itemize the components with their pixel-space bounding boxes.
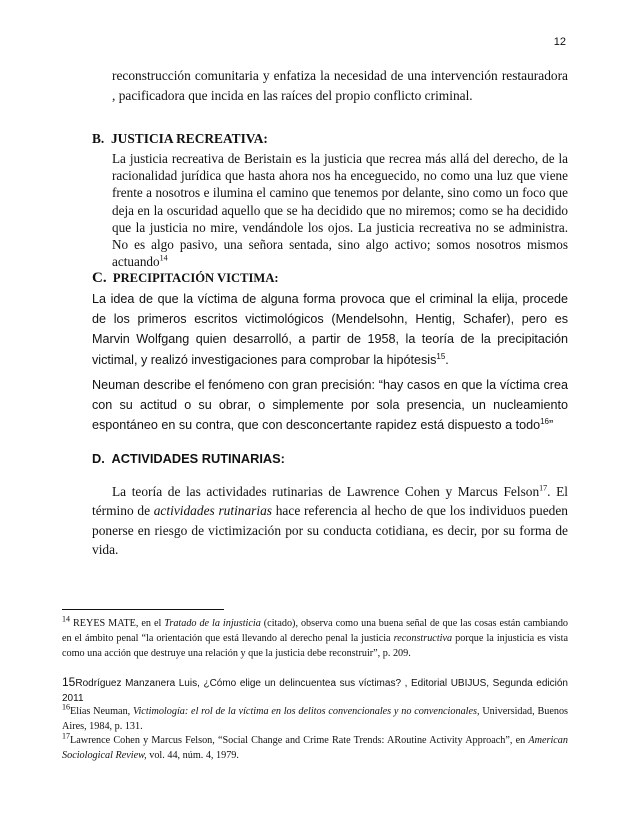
section-c-p2-text: Neuman describe el fenómeno con gran precisión: “hay casos en que la víctima crea con su actitud o su obrar, o simplemente por sola presencia, un nucleamiento espontáneo en su contra, que con desconcertante rapidez está dispuesto a todo bbox=[92, 378, 568, 433]
footnote-15-text: Rodríguez Manzanera Luis, ¿Cómo elige un delincuentea sus víctimas? , Editorial UBIJUS, Segunda edición 2011 bbox=[62, 678, 568, 704]
section-b-paragraph bbox=[112, 150, 568, 270]
footnote-separator bbox=[62, 609, 224, 610]
footnote-16-text-a: Elías Neuman, bbox=[70, 706, 133, 717]
footnote-ref-16: 16 bbox=[540, 417, 549, 427]
footnote-ref-15: 15 bbox=[436, 351, 446, 361]
footnote-16-text-b: , Universidad, Buenos Aires, 1984, p. 131. bbox=[62, 706, 569, 732]
section-c-heading bbox=[92, 270, 279, 287]
section-c-paragraph-1 bbox=[92, 289, 568, 370]
footnote-14-text-a: REYES MATE, en el bbox=[72, 618, 165, 629]
footnote-14-italic: Tratado de la injusticia bbox=[164, 618, 261, 629]
section-d-label: D. bbox=[92, 451, 105, 466]
footnote-17-text-a: Lawrence Cohen y Marcus Felson, “Social Change and Crime Rate Trends: ARoutine Activity Approach”, en bbox=[70, 735, 529, 746]
section-d-italic-term: actividades rutinarias bbox=[153, 503, 273, 519]
footnote-16-italic: Victimología: el rol de la víctima en los delitos convencionales y no convencionales bbox=[133, 706, 477, 717]
footnote-14-number: 14 bbox=[62, 614, 70, 624]
page-number: 12 bbox=[553, 36, 566, 48]
intro-text: reconstrucción comunitaria y enfatiza la necesidad de una intervención restauradora , pacificadora que incida en las raíces del propio conflicto criminal. bbox=[112, 68, 568, 103]
footnote-14 bbox=[62, 616, 568, 661]
footnote-15-number: 15 bbox=[62, 675, 76, 689]
footnote-17-number: 17 bbox=[62, 731, 70, 741]
section-b-text: La justicia recreativa de Beristain es la justicia que recrea más allá del derecho, de la racionalidad jurídica que hasta ahora nos ha enceguecido, no como una luz que viene frente a nosotros e ilumina el camino que tenemos por delante, sino como un foco que deja en la oscuridad aquello que se ha decidido que no miremos; como se ha decidido que la justicia no mire, vendándole los ojos. La justicia recreativa no se administra. No es algo pasivo, una señora sentada, sino algo activo; somos nosotros mismos actuando bbox=[112, 151, 568, 270]
footnote-14-italic-2: reconstructiva bbox=[393, 633, 453, 644]
section-b-label: B. bbox=[92, 131, 105, 146]
footnote-17 bbox=[62, 733, 568, 763]
section-c-p1-text: La idea de que la víctima de alguna forma provoca que el criminal la elija, procede de los primeros escritos victimológicos (Mendelsohn, Hentig, Schafer), pero es Marvin Wolfgang quien desarrolló, a partir de 1958, la teoría de la precipitación victimal, y realizó investigaciones para comprobar la hipótesis bbox=[92, 292, 568, 367]
footnote-14-text-b: (citado), observa como una buena señal de que las cosas están cambiando en el ámbito penal “la orientación que está llevando al derecho penal la justicia bbox=[62, 618, 569, 644]
footnote-17-text-b: vol. 44, núm. 4, 1979. bbox=[146, 750, 239, 761]
footnote-17-italic: American Sociological Review, bbox=[62, 735, 568, 761]
footnote-16 bbox=[62, 704, 568, 734]
section-d-paragraph bbox=[92, 482, 568, 560]
footnote-14-text-c: porque la injusticia es vista como una acción que destruye una relación y que la justicia debe reconstruir”, p. 209. bbox=[62, 633, 569, 659]
section-c-label: C. bbox=[92, 270, 107, 286]
section-c-title: PRECIPITACIÓN VICTIMA: bbox=[112, 271, 279, 285]
footnote-16-number: 16 bbox=[62, 702, 70, 712]
section-d-text-a: La teoría de las actividades rutinarias de Lawrence Cohen y Marcus Felson bbox=[112, 484, 540, 499]
section-d-text-c: hace referencia al hecho de que los individuos pueden ponerse en riesgo de victimización por su conducta cotidiana, es decir, por su forma de vida. bbox=[92, 503, 568, 558]
intro-paragraph bbox=[112, 66, 568, 105]
section-b-heading bbox=[92, 131, 268, 147]
section-c-p1-end: . bbox=[445, 352, 449, 367]
section-d-heading bbox=[92, 451, 285, 466]
section-b-title: JUSTICIA RECREATIVA: bbox=[110, 131, 268, 146]
section-d-text-b: . El término de bbox=[92, 484, 568, 519]
section-c-p2-end: ” bbox=[549, 418, 554, 433]
section-c-paragraph-2 bbox=[92, 375, 568, 436]
footnote-ref-14: 14 bbox=[159, 253, 168, 263]
section-d-title: ACTIVIDADES RUTINARIAS: bbox=[111, 451, 285, 466]
footnote-15 bbox=[62, 675, 568, 706]
footnote-ref-17: 17 bbox=[539, 483, 548, 493]
